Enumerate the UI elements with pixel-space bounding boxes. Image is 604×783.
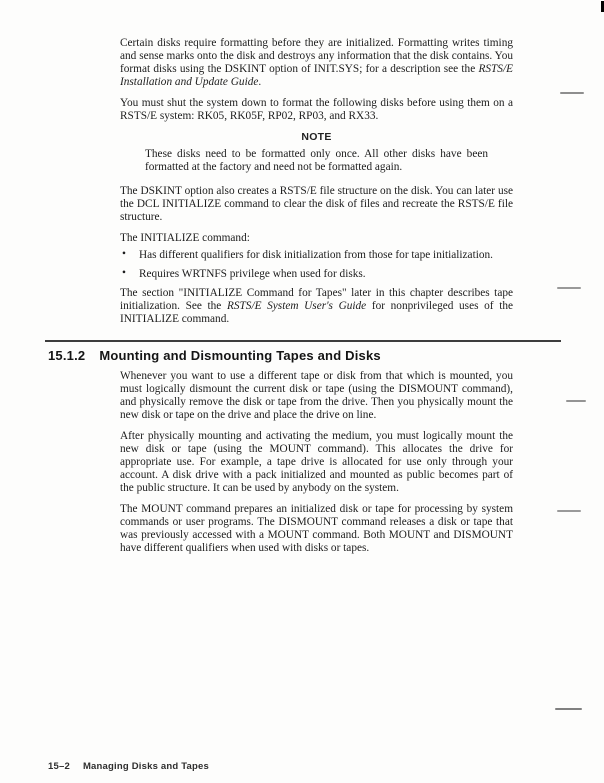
section-title: Mounting and Dismounting Tapes and Disks (99, 348, 381, 363)
section-number: 15.1.2 (48, 348, 86, 363)
margin-change-mark (555, 708, 582, 710)
footer-running-title: Managing Disks and Tapes (82, 761, 209, 772)
paragraph: The INITIALIZE command: (120, 232, 250, 244)
list-item (122, 249, 513, 262)
note-body: These disks need to be formatted only once. All other disks have been formatted at the factory and need not be formatted again. (145, 148, 488, 173)
section-heading-row (48, 348, 561, 363)
note-heading: NOTE (301, 131, 332, 143)
paragraph: After physically mounting and activating the medium, you must logically mount the new disk or tape (using the MOUNT command). This allocates the drive for appropriate use. For example, a tape drive is allocated for use only through your account. A disk drive with a pack initialized and mounted as public becomes part of the public structure. It can be used by anybody on the system. (120, 430, 513, 494)
paragraph: Whenever you want to use a different tape or disk from that which is mounted, you must logically dismount the current disk or tape (using the DISMOUNT command), and physically remove the disk or tape from the drive. Then you physically mount the new disk or tape on the drive and place the drive on line. (120, 370, 513, 421)
bullet-icon: • (122, 267, 126, 279)
list-item-text: Has different qualifiers for disk initialization from those for tape initialization. (139, 249, 493, 261)
section-rule (45, 340, 561, 342)
bullet-icon: • (122, 248, 126, 260)
paragraph-text: for nonprivileged uses of the INITIALIZE command. (120, 300, 513, 325)
paragraph: You must shut the system down to format the following disks before using them on a RSTS/E system: RK05, RK05F, RP02, RP03, and RX33. (120, 97, 513, 122)
margin-change-mark (557, 510, 581, 512)
list-item-text: Requires WRTNFS privilege when used for disks. (139, 268, 366, 280)
margin-change-mark (560, 92, 584, 94)
margin-change-mark (557, 287, 581, 289)
paragraph-text: . (258, 76, 262, 88)
footer-page-number: 15–2 (48, 761, 70, 772)
page-footer (48, 761, 209, 772)
intro-content (120, 37, 513, 334)
book-title-italic: RSTS/E Installation and Update Guide (120, 63, 513, 88)
paragraph-text: The section "INITIALIZE Command for Tapes" later in this chapter describes tape initialization. See the (120, 287, 513, 312)
list-item (122, 268, 513, 281)
qualifier-list (120, 249, 513, 281)
section-heading (45, 340, 561, 363)
paragraph: The DSKINT option also creates a RSTS/E file structure on the disk. You can later use the DCL INITIALIZE command to clear the disk of files and recreate the RSTS/E file structure. (120, 185, 513, 223)
paragraph (120, 37, 513, 89)
paragraph (120, 287, 513, 326)
margin-change-mark (566, 400, 586, 402)
book-title-italic: RSTS/E System User's Guide (226, 300, 367, 312)
section-content (120, 370, 513, 563)
paragraph-text: Certain disks require formatting before they are initialized. Formatting writes timing and sense marks onto the disk and destroys any information that the disk contains. You format disks using the DSKINT option of INIT.SYS; for a description see the (120, 37, 513, 75)
paragraph: The MOUNT command prepares an initialized disk or tape for processing by system commands or user programs. The DISMOUNT command releases a disk or tape that was previously accessed with a MOUNT command. Both MOUNT and DISMOUNT have different qualifiers when used with disks or tapes. (120, 503, 513, 554)
